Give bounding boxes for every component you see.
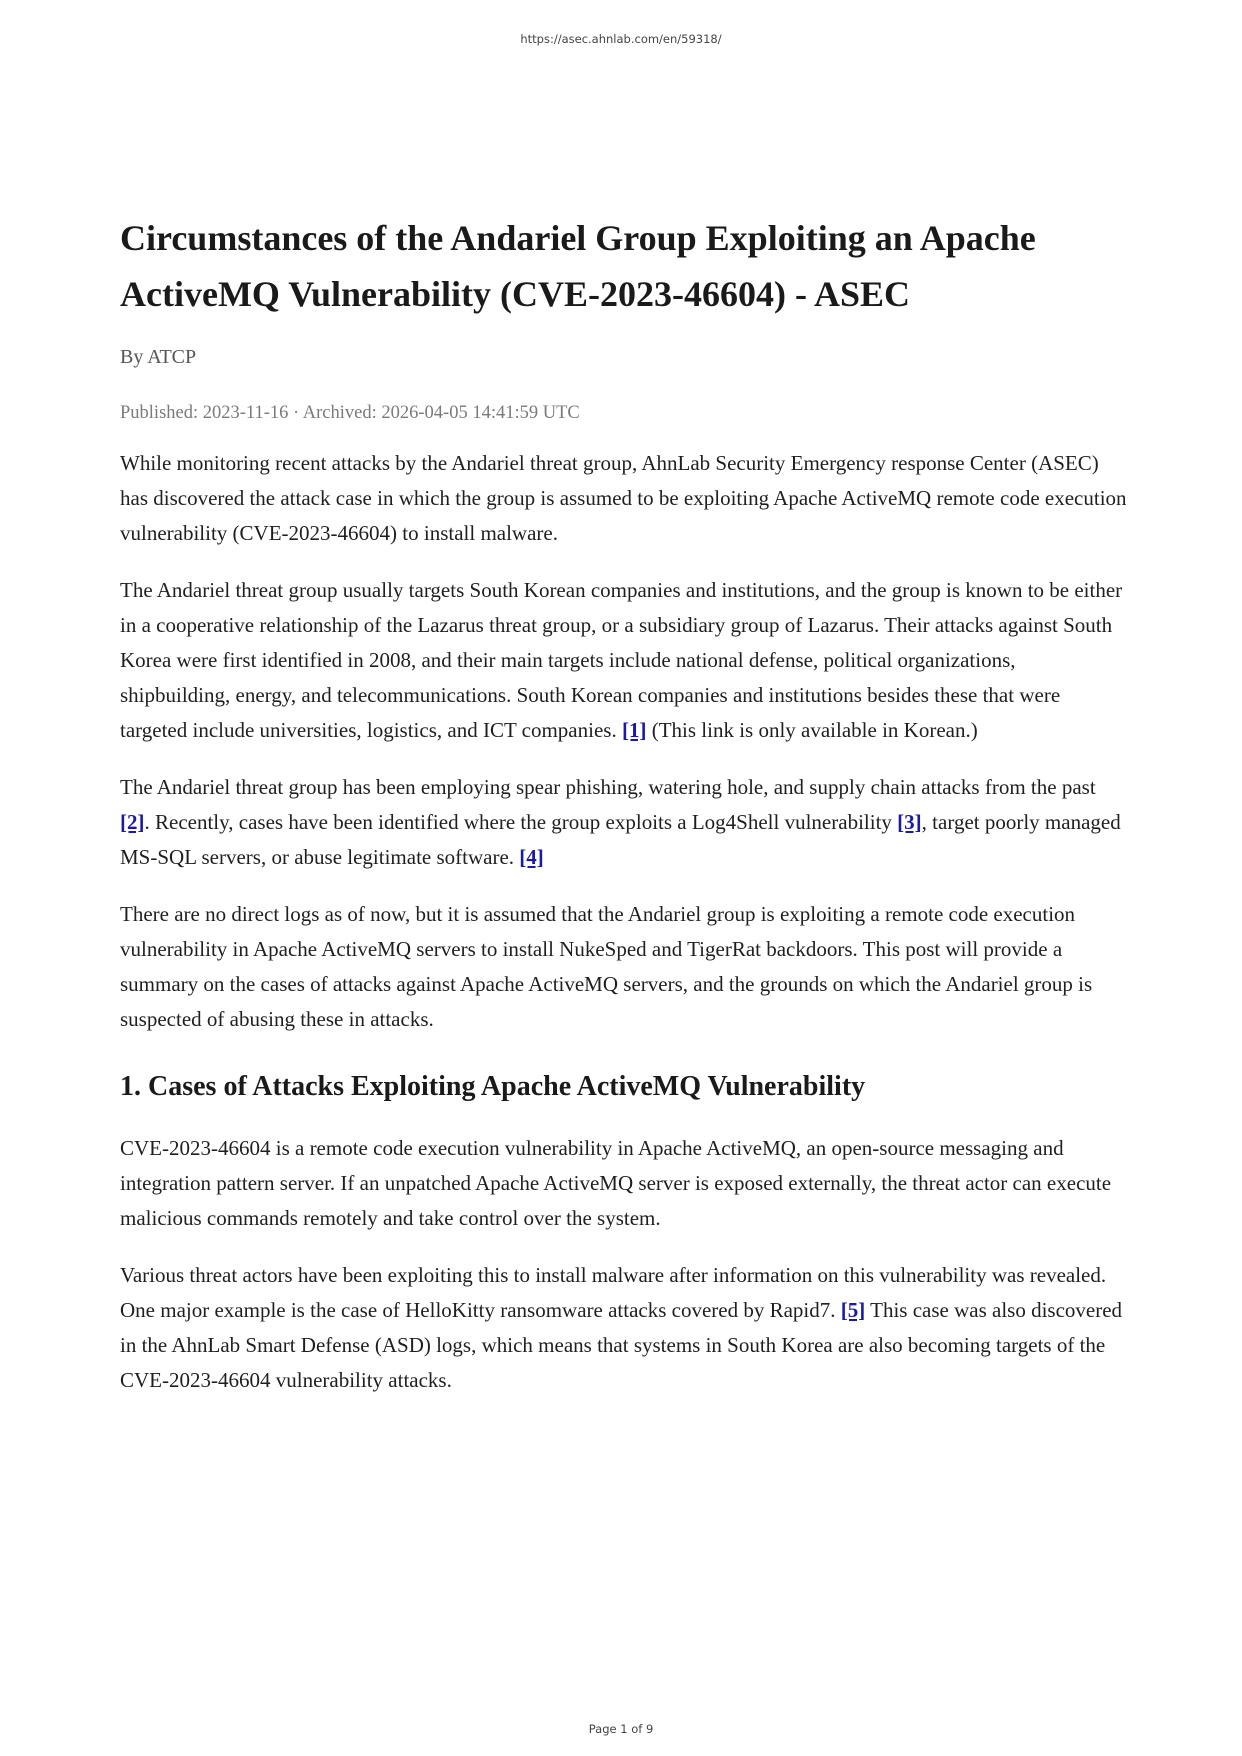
- reference-link-5[interactable]: [5]: [840, 1298, 866, 1322]
- paragraph-cve-description: CVE-2023-46604 is a remote code execution vulnerability in Apache ActiveMQ, an open-source messaging and integration pattern server. If an unpatched Apache ActiveMQ server is exposed externally, the threat actor can execute malicious commands remotely and take control over the system.: [120, 1136, 1112, 1230]
- paragraph-text: This case was also discovered in the AhnLab Smart Defense (ASD) logs, which means that systems in South Korea are also becoming targets of the CVE-2023-46604 vulnerability attacks.: [120, 1298, 1123, 1392]
- paragraph-threat-actors: [120, 1258, 1130, 1398]
- article-meta: Published: 2023-11-16 · Archived: 2026-04-05 14:41:59 UTC: [120, 403, 580, 423]
- article-title: Circumstances of the Andariel Group Exploiting an Apache ActiveMQ Vulnerability (CVE-2023-46604) - ASEC: [120, 218, 1036, 314]
- paragraph-text: The Andariel threat group usually targets South Korean companies and institutions, and the group is known to be either in a cooperative relationship of the Lazarus threat group, or a subsidiary group of Lazarus. Their attacks against South Korea were first identified in 2008, and their main targets include national defense, political organizations, shipbuilding, energy, and telecommunications. South Korean companies and institutions besides these that were targeted include universities, logistics, and ICT companies.: [120, 578, 1123, 742]
- paragraph-text: . Recently, cases have been identified where the group exploits a Log4Shell vulnerability: [144, 810, 898, 834]
- article: [120, 210, 1130, 1420]
- page-url: https://asec.ahnlab.com/en/59318/: [520, 32, 722, 46]
- reference-link-2[interactable]: [2]: [120, 810, 145, 834]
- reference-link-1[interactable]: [1]: [621, 718, 647, 742]
- article-byline: By ATCP: [120, 346, 197, 368]
- paragraph-summary: There are no direct logs as of now, but it is assumed that the Andariel group is exploiting a remote code execution vulnerability in Apache ActiveMQ servers to install NukeSped and TigerRat backdoors. This post will provide a summary on the cases of attacks against Apache ActiveMQ servers, and the grounds on which the Andariel group is suspected of abusing these in attacks.: [120, 902, 1093, 1031]
- paragraph-andariel-background: [120, 573, 1130, 748]
- paragraph-text: Various threat actors have been exploiting this to install malware after information on this vulnerability was revealed. One major example is the case of HelloKitty ransomware attacks covered by Rapid7.: [120, 1263, 1107, 1322]
- paragraph-intro: While monitoring recent attacks by the Andariel threat group, AhnLab Security Emergency response Center (ASEC) has discovered the attack case in which the group is assumed to be exploiting Apache ActiveMQ remote code execution vulnerability (CVE-2023-46604) to install malware.: [120, 451, 1127, 545]
- paragraph-text: (This link is only available in Korean.): [646, 718, 978, 742]
- paragraph-text: The Andariel threat group has been employing spear phishing, watering hole, and supply chain attacks from the past: [120, 775, 1096, 799]
- page-number: Page 1 of 9: [588, 1722, 654, 1736]
- reference-link-4[interactable]: [4]: [519, 845, 544, 869]
- section-heading: 1. Cases of Attacks Exploiting Apache ActiveMQ Vulnerability: [120, 1071, 866, 1102]
- paragraph-attack-methods: [120, 770, 1130, 875]
- paragraph-text: , target poorly managed MS-SQL servers, or abuse legitimate software.: [120, 810, 1121, 869]
- reference-link-3[interactable]: [3]: [897, 810, 922, 834]
